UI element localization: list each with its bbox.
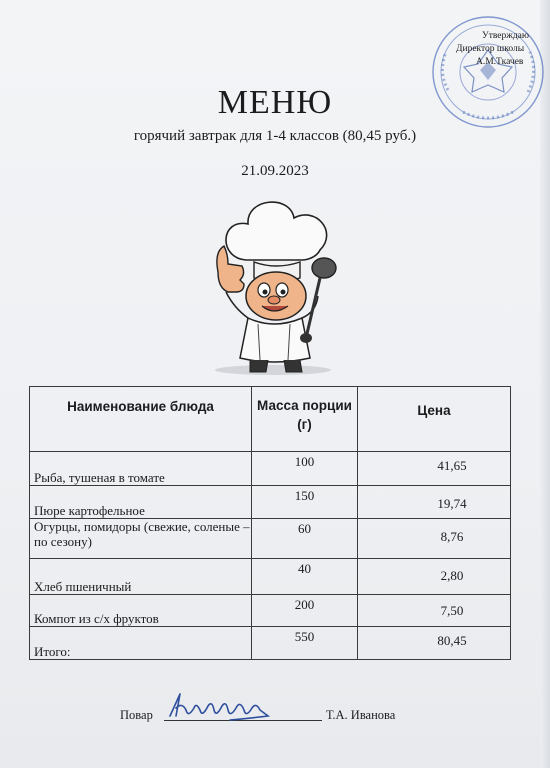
- dish-name: Хлеб пшеничный: [34, 579, 132, 594]
- dish-name: Пюре картофельное: [34, 503, 145, 518]
- dish-mass: 200: [252, 595, 358, 627]
- total-mass: 550: [252, 627, 358, 660]
- page-title: МЕНЮ: [217, 84, 333, 121]
- dish-price: [358, 595, 511, 627]
- approval-block: [446, 30, 550, 69]
- column-header-price: Цена: [358, 387, 511, 452]
- table-row: [30, 486, 511, 519]
- total-price: [358, 627, 511, 660]
- dish-name: Рыба, тушеная в томате: [34, 470, 165, 485]
- menu-date: 21.09.2023: [241, 163, 309, 179]
- dish-price: [358, 486, 511, 519]
- dish-price: [358, 519, 511, 559]
- column-header-mass: Масса порции (г): [252, 387, 358, 452]
- column-header-dish: Наименование блюда: [30, 387, 252, 452]
- cook-label: Повар: [120, 708, 153, 722]
- table-row: [30, 519, 511, 559]
- handwritten-signature-icon: [160, 688, 280, 724]
- dish-mass: 40: [252, 559, 358, 595]
- dish-name: Огурцы, помидоры (свежие, соленые – по сезону): [34, 519, 250, 549]
- dish-name: Компот из с/х фруктов: [34, 611, 159, 626]
- dish-price: [358, 452, 511, 486]
- table-row: [30, 595, 511, 627]
- table-row: [30, 452, 511, 486]
- dish-price-value: 2,80: [440, 568, 464, 583]
- dish-price: [358, 559, 511, 595]
- dish-mass: 60: [252, 519, 358, 559]
- dish-mass: 150: [252, 486, 358, 519]
- total-label: Итого:: [34, 644, 71, 659]
- approval-line-3: А.М.Ткачев: [476, 57, 524, 67]
- cook-name: Т.А. Иванова: [326, 708, 396, 722]
- dish-price-value: 41,65: [437, 458, 467, 473]
- dish-price-value: 19,74: [437, 496, 467, 511]
- dish-price-value: 8,76: [440, 529, 464, 544]
- chef-illustration-icon: [198, 188, 348, 378]
- dish-price-value: 7,50: [440, 603, 464, 618]
- approval-line-2: Директор школы: [456, 44, 525, 54]
- menu-table: [29, 386, 511, 660]
- total-price-value: 80,45: [437, 633, 467, 648]
- table-row: [30, 559, 511, 595]
- table-header-row: [30, 387, 511, 452]
- table-row-total: [30, 627, 511, 660]
- approval-line-1: Утверждаю: [482, 31, 529, 41]
- dish-mass: 100: [252, 452, 358, 486]
- page-subtitle: горячий завтрак для 1-4 классов (80,45 руб.): [133, 128, 417, 144]
